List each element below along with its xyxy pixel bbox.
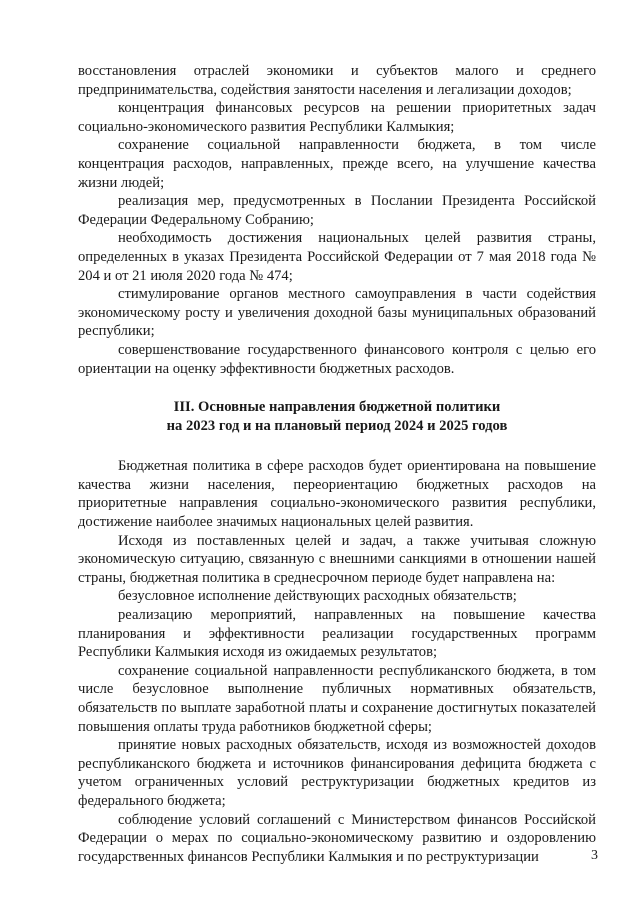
paragraph: сохранение социальной направленности республиканского бюджета, в том числе безусловное выполнение публичных нормативных обязательств, обязательств по выплате заработной платы и сохранение достигнутых показателей повышения оплаты труда работников бюджетной сферы; xyxy=(78,662,596,735)
paragraph: сохранение социальной направленности бюджета, в том числе концентрация расходов, направленных, прежде всего, на улучшение качества жизни людей; xyxy=(78,137,596,191)
section-heading-line-1: III. Основные направления бюджетной политики xyxy=(173,399,501,416)
paragraph: Бюджетная политика в сфере расходов будет ориентирована на повышение качества жизни населения, переориентацию бюджетных расходов на приоритетные направления социально-экономического развития республики, достижение наиболее значимых национальных целей развития. xyxy=(78,458,596,531)
paragraph: восстановления отраслей экономики и субъектов малого и среднего предпринимательства, содействия занятости населения и легализации доходов; xyxy=(78,63,596,98)
document-page xyxy=(78,62,596,866)
paragraph: концентрация финансовых ресурсов на решении приоритетных задач социально-экономического развития Республики Калмыкия; xyxy=(78,100,596,135)
paragraph: реализация мер, предусмотренных в Послании Президента Российской Федерации Федеральному Собранию; xyxy=(78,193,596,228)
section-heading-line-2: на 2023 год и на плановый период 2024 и 2025 годов xyxy=(166,417,508,434)
paragraph: Исходя из поставленных целей и задач, а также учитывая сложную экономическую ситуацию, связанную с внешними санкциями в отношении нашей страны, бюджетная политика в среднесрочном периоде будет направлена на: xyxy=(78,532,596,586)
paragraph: соблюдение условий соглашений с Министерством финансов Российской Федерации о мерах по социально-экономическому развитию и оздоровлению государственных финансов Республики Калмыкия и по реструктуризации xyxy=(78,811,596,865)
paragraph: стимулирование органов местного самоуправления в части содействия экономическому росту и увеличения доходной базы муниципальных образований республики; xyxy=(78,286,596,340)
page-number: 3 xyxy=(591,848,598,863)
section-heading xyxy=(78,398,596,435)
paragraph: необходимость достижения национальных целей развития страны, определенных в указах Президента Российской Федерации от 7 мая 2018 года № 204 и от 21 июля 2020 года № 474; xyxy=(78,230,596,284)
paragraph: принятие новых расходных обязательств, исходя из возможностей доходов республиканского бюджета и источников финансирования дефицита бюджета с учетом ограниченных условий реструктуризации бюджетных кредитов из федерального бюджета; xyxy=(78,737,596,809)
paragraph: безусловное исполнение действующих расходных обязательств; xyxy=(118,588,517,605)
paragraph: реализацию мероприятий, направленных на повышение качества планирования и эффективности реализации государственных программ Республики Калмыкия исходя из ожидаемых результатов; xyxy=(78,607,596,661)
paragraph: совершенствование государственного финансового контроля с целью его ориентации на оценку эффективности бюджетных расходов. xyxy=(78,341,596,377)
